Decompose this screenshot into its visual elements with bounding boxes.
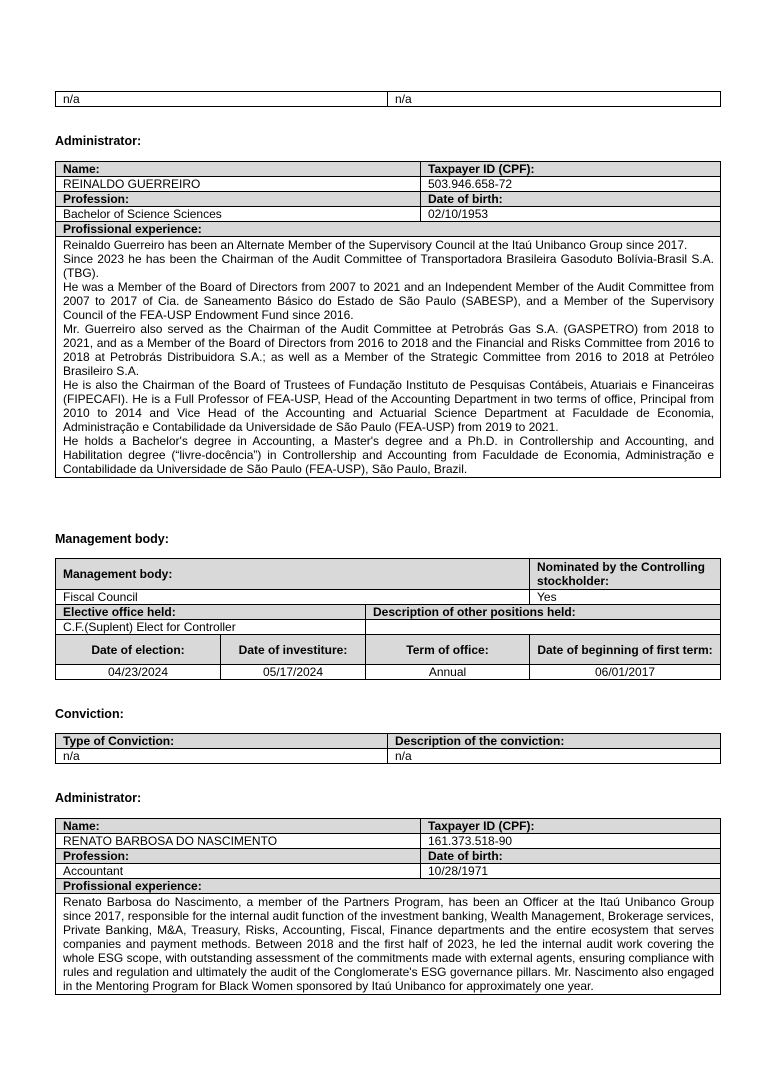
admin1-experience-para: Mr. Guerreiro also served as the Chairman of the Audit Committee at Petrobrás Gas S.A. (GASPETRO) from 2018 to 2021, and as a Member of the Board of Directors from 2016 to 2018 and the Financial and Risks Committee from 2016 to 2018 at Petrobrás Distribuidora S.A.; as well as a Member of the Strategic Committee from 2016 to 2018 at Petróleo Brasileiro S.A. (63, 322, 714, 378)
mgmt-other-positions-label: Description of other positions held: (366, 605, 721, 620)
admin1-experience-para: Reinaldo Guerreiro has been an Alternate Member of the Supervisory Council at the Itaú Unibanco Group since 2017. (63, 238, 688, 252)
admin2-cpf: 161.373.518-90 (421, 834, 721, 849)
admin1-profession-label: Profession: (56, 192, 421, 207)
admin2-name-label: Name: (56, 819, 421, 834)
top-na-left: n/a (56, 92, 388, 107)
mgmt-election: 04/23/2024 (56, 665, 221, 680)
mgmt-term: Annual (366, 665, 530, 680)
admin2-dob-label: Date of birth: (421, 849, 721, 864)
conviction-heading: Conviction: (55, 707, 124, 721)
mgmt-nominated: Yes (530, 590, 721, 605)
conviction-type-label: Type of Conviction: (56, 734, 388, 749)
mgmt-table (55, 558, 721, 680)
admin1-heading: Administrator: (55, 134, 142, 148)
admin1-experience-para: He holds a Bachelor's degree in Accounting, a Master's degree and a Ph.D. in Controllership and Accounting, and Habilitation degree (“livre-docência”) in Controllership and Accounting from Faculdade de Economia, Administração e Contabilidade da Universidade de São Paulo (FEA-USP), São Paulo, Brazil. (63, 434, 714, 476)
mgmt-investiture-label: Date of investiture: (221, 635, 366, 665)
top-na-table (55, 91, 721, 107)
mgmt-body-label: Management body: (56, 559, 530, 590)
mgmt-first-term: 06/01/2017 (530, 665, 721, 680)
mgmt-other-positions (366, 620, 721, 635)
admin1-dob-label: Date of birth: (421, 192, 721, 207)
admin1-experience-para: He was a Member of the Board of Directors from 2007 to 2021 and an Independent Member of the Audit Committee from 2007 to 2017 of Cia. de Saneamento Básico do Estado de São Paulo (SABESP), and a Member of the Supervisory Council of the FEA-USP Endowment Fund since 2016. (63, 280, 714, 322)
top-na-right: n/a (388, 92, 721, 107)
admin1-dob: 02/10/1953 (421, 207, 721, 222)
admin1-experience-para: Since 2023 he has been the Chairman of the Audit Committee of Transportadora Brasileira Gasoduto Bolívia-Brasil S.A. (TBG). (63, 252, 714, 280)
mgmt-term-label: Term of office: (366, 635, 530, 665)
admin1-profession: Bachelor of Science Sciences (56, 207, 421, 222)
mgmt-body: Fiscal Council (56, 590, 530, 605)
conviction-desc: n/a (388, 749, 721, 764)
admin2-profession-label: Profession: (56, 849, 421, 864)
conviction-desc-label: Description of the conviction: (388, 734, 721, 749)
admin1-experience-label: Profissional experience: (56, 222, 721, 237)
admin2-experience (56, 894, 721, 995)
mgmt-election-label: Date of election: (56, 635, 221, 665)
admin1-experience-para: He is also the Chairman of the Board of Trustees of Fundação Instituto de Pesquisas Contábeis, Atuariais e Financeiras (FIPECAFI). He is a Full Professor of FEA-USP, Head of the Accounting Department in two terms of office, Principal from 2010 to 2014 and Vice Head of the Accounting and Actuarial Science Department at Faculdade de Economia, Administração e Contabilidade da Universidade de São Paulo (FEA-USP) from 2019 to 2021. (63, 378, 714, 434)
mgmt-nominated-label: Nominated by the Controlling stockholder: (530, 559, 721, 590)
admin1-name-label: Name: (56, 162, 421, 177)
admin1-experience (56, 237, 721, 478)
mgmt-heading: Management body: (55, 532, 169, 546)
admin2-experience-label: Profissional experience: (56, 879, 721, 894)
admin2-dob: 10/28/1971 (421, 864, 721, 879)
mgmt-investiture: 05/17/2024 (221, 665, 366, 680)
admin1-name: REINALDO GUERREIRO (56, 177, 421, 192)
admin1-cpf: 503.946.658-72 (421, 177, 721, 192)
conviction-type: n/a (56, 749, 388, 764)
mgmt-elective-label: Elective office held: (56, 605, 366, 620)
conviction-table (55, 733, 721, 764)
admin2-heading: Administrator: (55, 791, 142, 805)
mgmt-elective: C.F.(Suplent) Elect for Controller (56, 620, 366, 635)
admin1-cpf-label: Taxpayer ID (CPF): (421, 162, 721, 177)
admin1-table (55, 161, 721, 478)
admin2-cpf-label: Taxpayer ID (CPF): (421, 819, 721, 834)
admin2-table (55, 818, 721, 995)
admin2-name: RENATO BARBOSA DO NASCIMENTO (56, 834, 421, 849)
admin2-experience-para: Renato Barbosa do Nascimento, a member of the Partners Program, has been an Officer at the Itaú Unibanco Group since 2017, responsible for the internal audit function of the investment banking, Wealth Management, Brokerage services, Private Banking, M&A, Treasury, Risks, Accounting, Fiscal, Finance departments and the entire ecosystem that serves companies and payment methods. Between 2018 and the first half of 2023, he led the internal audit work covering the whole ESG scope, with outstanding assessment of the commitments made with external agents, ensuring compliance with rules and regulation and ultimately the audit of the Conglomerate's ESG governance pillars. Mr. Nascimento also engaged in the Mentoring Program for Black Women sponsored by Itaú Unibanco for approximately one year. (63, 895, 714, 993)
admin2-profession: Accountant (56, 864, 421, 879)
mgmt-first-term-label: Date of beginning of first term: (530, 635, 721, 665)
